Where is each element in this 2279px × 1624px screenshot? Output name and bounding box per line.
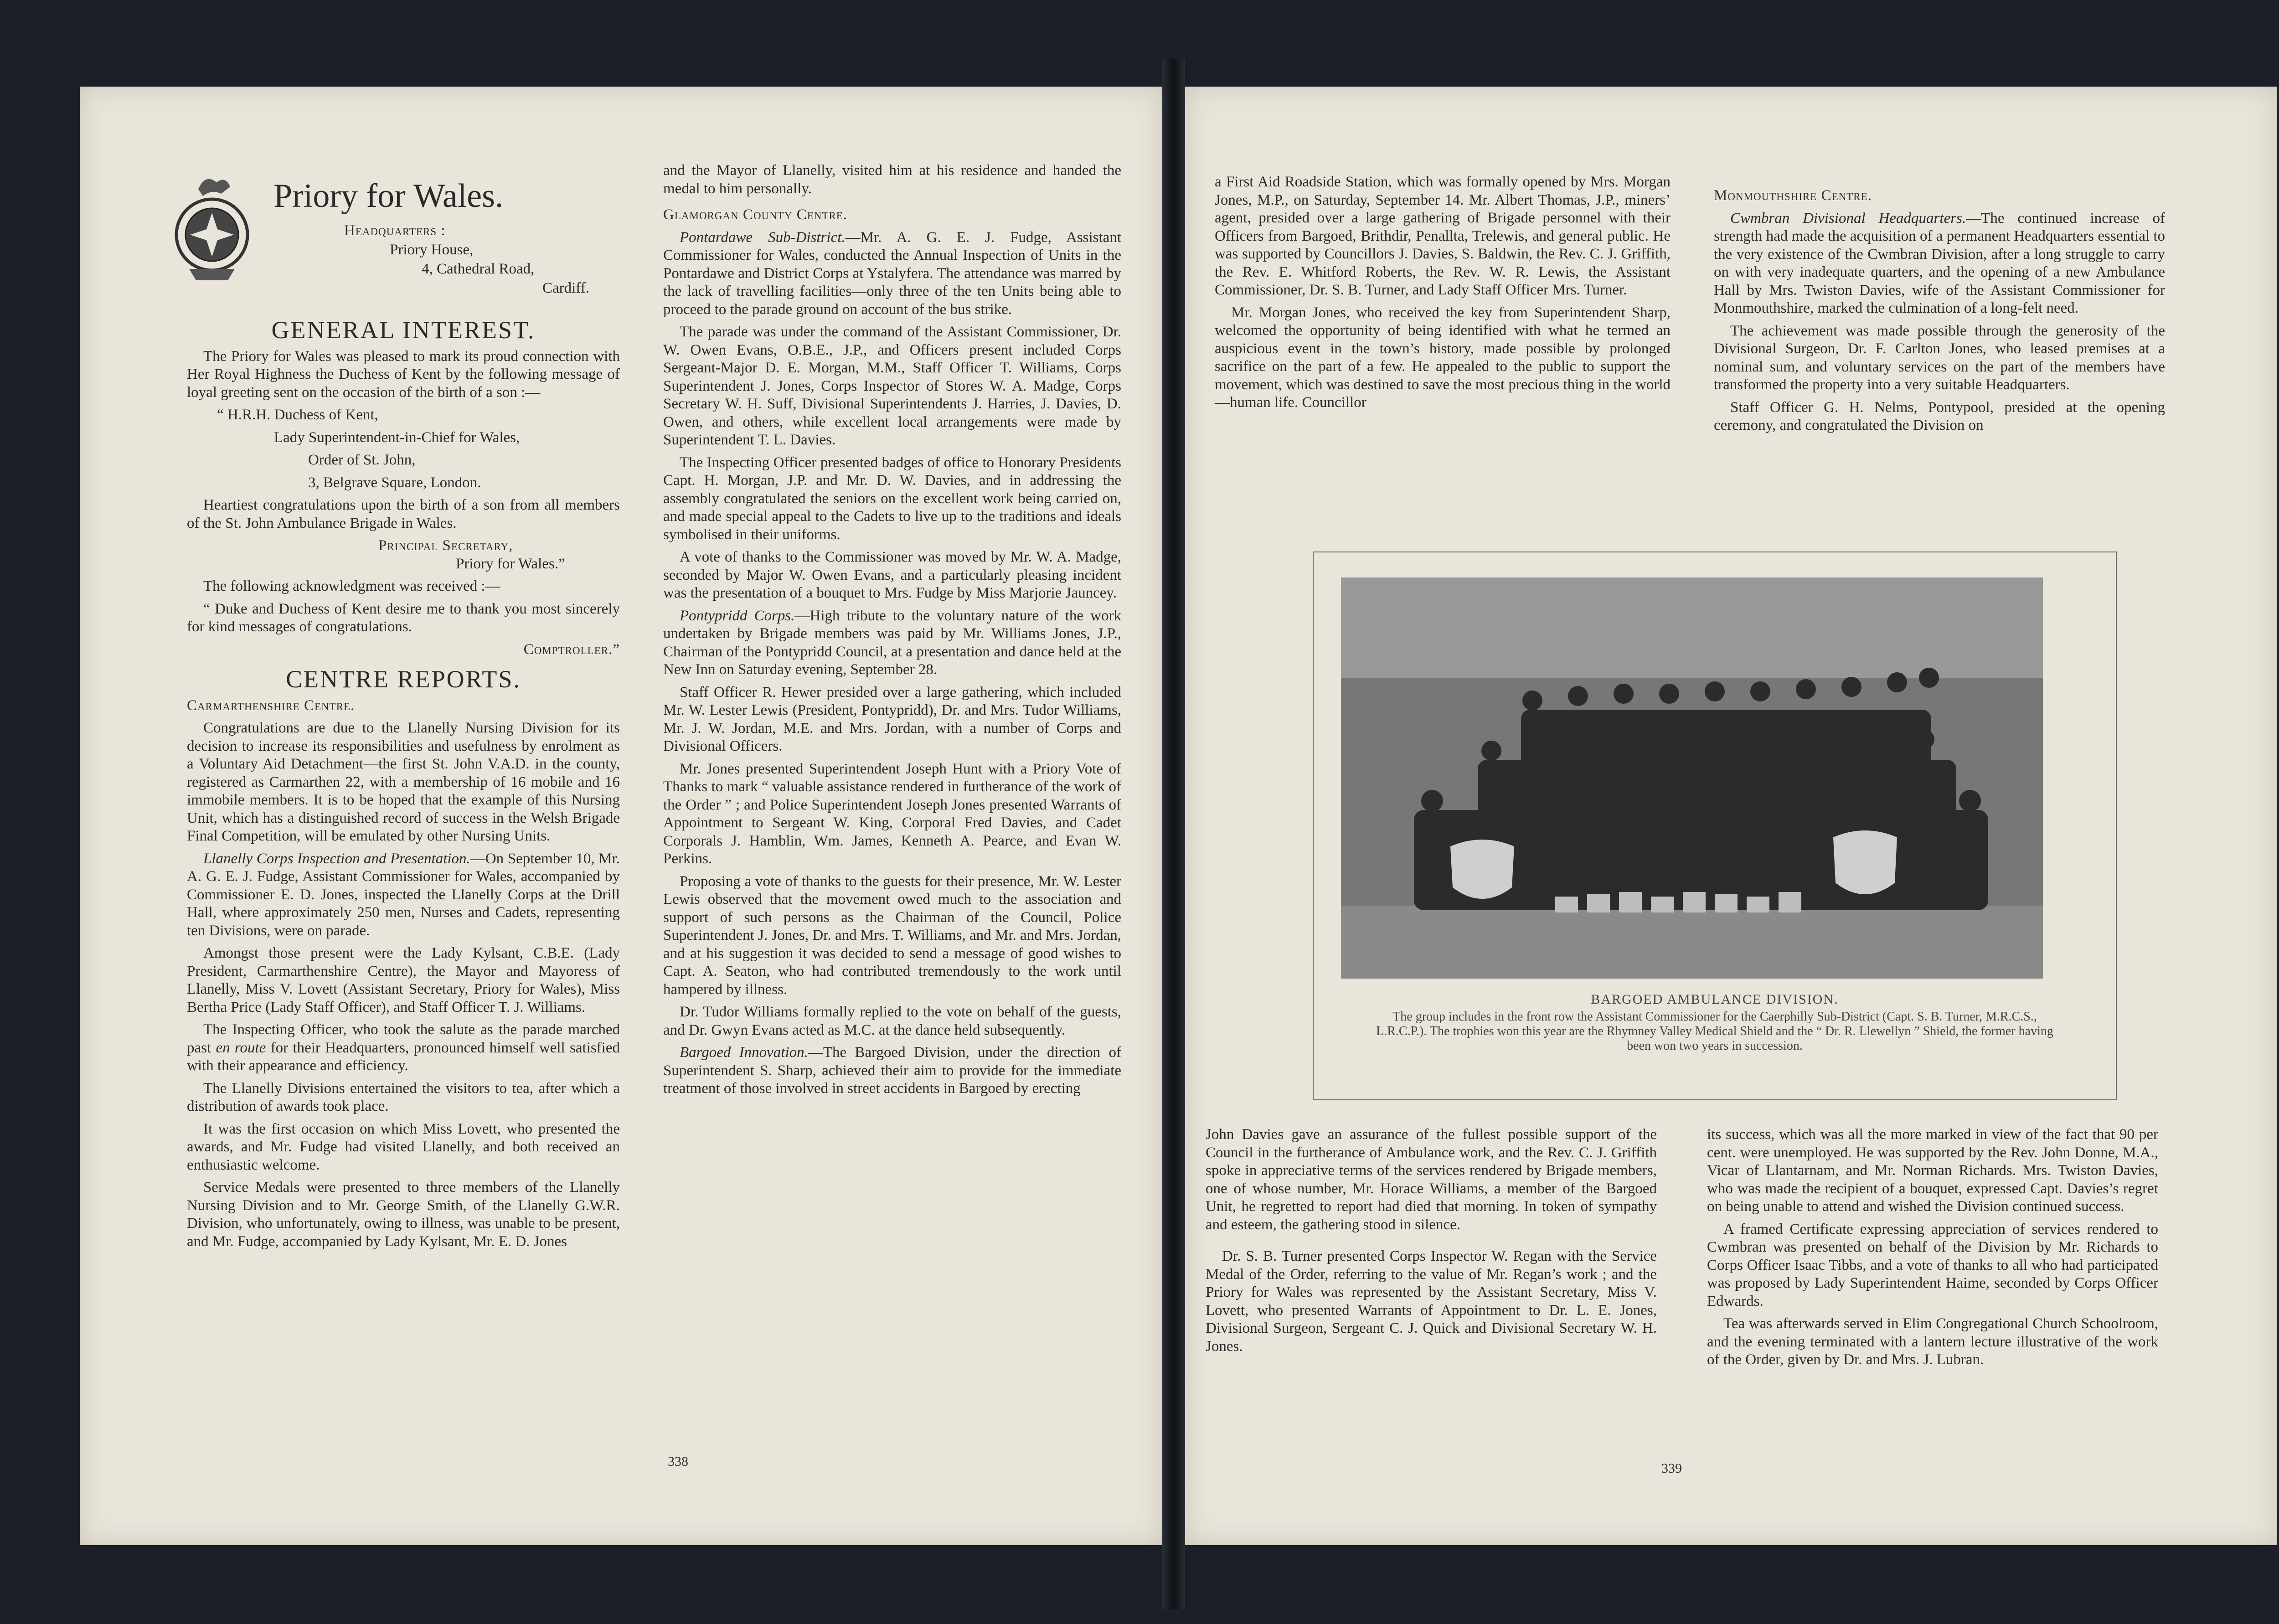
headquarters-line-1: Priory House, [390,242,474,258]
caption-text: The group includes in the front row the Assistant Commissioner for the Caerphilly Sub-District (Capt. S. B. Turner, M.R.C.S., L.R.C.P.). The trophies won this year are the Rhymney Valley Medical Shield and the “ Dr. R. Llewellyn ” Shield, the former having been won two years in succession. [1376,1010,2053,1053]
left-column-1 [187,171,620,1255]
paragraph: Amongst those present were the Lady Kylsant, C.B.E. (Lady President, Carmarthenshire Centre), the Mayor and Mayoress of Llanelly, Miss V. Lovett (Assistant Secretary, Priory for Wales), Miss Bertha Price (Lady Staff Officer), and Staff Officer T. J. Williams. [187,945,620,1016]
headquarters-line-3: Cardiff. [542,280,589,296]
paragraph-body: —High tribute to the voluntary nature of the work undertaken by Brigade members was paid by Mr. Williams Jones, J.P., Chairman of the Pontypridd Council, at a presentation and dance held at the New Inn on Saturday evening, September 28. [663,607,1121,678]
signature-line: Principal Secretary, [378,537,513,554]
address-line: 3, Belgrave Square, London. [308,474,481,491]
right-column-1-top [1215,173,1671,417]
left-column-2 [663,162,1121,1103]
signature-line: Comptroller.” [523,641,620,658]
paragraph: Tea was afterwards served in Elim Congregational Church Schoolroom, and the evening terminated with a lantern lecture illustrative of the work of the Order, given by Dr. and Mrs. J. Lubran. [1707,1315,2158,1368]
paragraph: Heartiest congratulations upon the birth of a son from all members of the St. John Ambulance Brigade in Wales. [187,497,620,531]
paragraph: The Llanelly Divisions entertained the visitors to tea, after which a distribution of awards took place. [187,1080,620,1114]
right-column-1-bottom [1206,1126,1657,1360]
subsection-heading: Monmouthshire Centre. [1714,187,1872,204]
section-heading-centre-reports: CENTRE REPORTS. [286,665,521,693]
paragraph [1714,210,2165,318]
paragraph-body: for their Headquarters, pronounced himself well satisfied with their appearance and efficiency. [187,1039,620,1074]
paragraph-em: en route [216,1039,266,1056]
paragraph [187,1021,620,1075]
paragraph [663,229,1121,319]
subsection-heading: Glamorgan County Centre. [663,206,848,223]
book-gutter [1162,59,1185,1609]
address-line: “ H.R.H. Duchess of Kent, [217,407,378,423]
paragraph: It was the first occasion on which Miss Lovett, who presented the awards, and Mr. Fudge had visited Llanelly, and both received an enthusiastic welcome. [187,1120,620,1173]
paragraph: The Inspecting Officer presented badges of office to Honorary Presidents Capt. H. Morgan, J.P. and Mr. D. W. Davies, and in addressing the assembly congratulated the seniors on the excellent work being carried on, and made special appeal to the Cadets to live up to the traditions and ideals symbolised in their uniforms. [663,454,1121,543]
paragraph: John Davies gave an assurance of the fullest possible support of the Council in the furtherance of Ambulance work, and the Rev. C. J. Griffith spoke in appreciative terms of the services rendered by Brigade members, one of whose number, Mr. Horace Williams, a member of the Bargoed Unit, he regretted to report had died that morning. In token of sympathy and esteem, the gathering stood in silence. [1206,1126,1657,1233]
paragraph-lead: Pontardawe Sub-District. [680,229,846,246]
paragraph: Dr. Tudor Williams formally replied to the vote on behalf of the guests, and Dr. Gwyn Evans acted as M.C. at the dance held subsequently. [663,1004,1121,1038]
paragraph: Mr. Jones presented Superintendent Joseph Hunt with a Priory Vote of Thanks to mark “ valuable assistance rendered in furtherance of the work of the Order ” ; and Police Superintendent Joseph Jones presented Warrants of Appointment to Sergeant W. King, Corporal Fred Davies, and Cadet Corporals J. Hamblin, Wm. James, Kenneth A. Pearce, and Evan W. Perkins. [663,760,1121,867]
paragraph-lead: Cwmbran Divisional Headquarters. [1730,210,1966,227]
paragraph: and the Mayor of Llanelly, visited him at his residence and handed the medal to him personally. [663,162,1121,197]
page-title: Priory for Wales. [273,177,504,215]
paragraph-lead: Bargoed Innovation. [680,1044,808,1061]
paragraph: Staff Officer R. Hewer presided over a large gathering, which included Mr. W. Lester Lewis (President, Pontypridd), Dr. and Mrs. Tudor Williams, Mr. J. W. Jordan, M.E. and Mrs. Jordan, with a number of Corps and Divisional Officers. [663,684,1121,754]
st-john-crest-icon [166,171,258,285]
paragraph: A framed Certificate expressing appreciation of services rendered to Cwmbran was presented on behalf of the Division by Mr. Richards to Corps Officer Isaac Tibbs, and a vote of thanks to all who had participated was proposed by Lady Superintendent Haime, seconded by Corps Officer Edwards. [1707,1221,2158,1310]
section-heading-general-interest: GENERAL INTEREST. [271,316,536,344]
page-number-left: 338 [668,1454,688,1469]
paragraph-body: The Inspecting Officer, who took the salute as the parade marched past [187,1021,620,1056]
paragraph-lead: Pontypridd Corps. [680,607,795,624]
address-line: Lady Superintendent-in-Chief for Wales, [274,429,520,446]
paragraph: Service Medals were presented to three members of the Llanelly Nursing Division and to Mr. George Smith, of the Llanelly G.W.R. Division, who unfortunately, owing to illness, was unable to be present, and Mr. Fudge, accompanied by Lady Kylsant, Mr. E. D. Jones [187,1179,620,1250]
paragraph: Staff Officer G. H. Nelms, Pontypool, presided at the opening ceremony, and congratulated the Division on [1714,399,2165,433]
paragraph-body: —The continued increase of strength had made the acquisition of a permanent Headquarters essential to the very existence of the Cwmbran Division, after a long struggle to carry on with very inadequate quarters, and the opening of a new Ambulance Hall by Mrs. Twiston Davies, wife of the Assistant Commissioner for Monmouthshire, marked the culmination of a long-felt need. [1714,210,2166,316]
right-column-2-top [1714,187,2165,439]
paragraph: its success, which was all the more marked in view of the fact that 90 per cent. were unemployed. He was supported by the Rev. John Donne, M.A., Vicar of Llantarnam, and Mr. Norman Richards. Mrs. Twiston Davies, who was made the recipient of a bouquet, expressed Capt. Davies’s regret on being unable to attend and wished the Division continued success. [1707,1126,2158,1215]
paragraph-body: —On September 10, Mr. A. G. E. J. Fudge, Assistant Commissioner for Wales, accompanied by Commissioner E. D. Jones, inspected the Llanelly Corps at the Drill Hall, where approximately 250 men, Nurses and Cadets, representing ten Divisions, were on parade. [187,850,620,939]
paragraph: a First Aid Roadside Station, which was formally opened by Mrs. Morgan Jones, M.P., on Saturday, September 14. Mr. Albert Thomas, J.P., miners’ agent, presided over a large gathering of Brigade personnel with their Officers from Bargoed, Brithdir, Penallta, Trelewis, and general public. He was supported by Councillors J. Davies, S. Baldwin, the Rev. C. J. Griffith, the Rev. E. Whitford Roberts, the Rev. W. R. Lewis, the Assistant Commissioner, Dr. S. B. Turner, and Lady Staff Officer Mrs. Turner. [1215,174,1671,298]
paragraph-body: —Mr. A. G. E. J. Fudge, Assistant Commissioner for Wales, conducted the Annual Inspection of Units in the Pontardawe and District Corps at Ystalyfera. The attendance was marred by the lack of travelling facilities—only three of the ten Units being able to proceed to the parade ground on account of the bus strike. [663,229,1121,318]
paragraph: The achievement was made possible through the generosity of the Divisional Surgeon, Dr. F. Carlton Jones, who leased premises at a nominal sum, and voluntary services on the part of the members have transformed the property into a very suitable Headquarters. [1714,322,2165,393]
paragraph: Dr. S. B. Turner presented Corps Inspector W. Regan with the Service Medal of the Order, referring to the value of Mr. Regan’s work ; and the Priory for Wales was represented by the Assistant Secretary, Miss V. Lovett, who presented Warrants of Appointment to Dr. L. E. Jones, Divisional Surgeon, Sergeant C. J. Quick and Divisional Secretary W. H. Jones. [1206,1248,1657,1355]
address-line: Order of St. John, [308,452,416,468]
headquarters-line-2: 4, Cathedral Road, [422,261,535,277]
paragraph: The parade was under the command of the Assistant Commissioner, Dr. W. Owen Evans, O.B.E., J.P., and Officers present included Corps Sergeant-Major D. E. Morgan, M.M., Staff Officer T. Williams, Corps Superintendent J. Jones, Corps Inspector of Stores W. A. Madge, Corps Secretary W. H. Suff, Divisional Superintendents J. Harries, J. Davies, D. Owen, and others, while excellent local arrangements were made by Superintendent T. L. Davies. [663,324,1121,448]
paragraph-body: —The Bargoed Division, under the direction of Superintendent S. Sharp, achieved their aim to provide for the immediate treatment of those involved in street accidents in Bargoed by erecting [663,1044,1121,1097]
paragraph-lead: Llanelly Corps Inspection and Presentation. [203,850,470,867]
caption-title: BARGOED AMBULANCE DIVISION. [1591,992,1839,1007]
subsection-heading: Carmarthenshire Centre. [187,697,355,714]
page-number-right: 339 [1661,1461,1682,1476]
paragraph: The following acknowledgment was received :— [203,578,500,594]
signature-line: Priory for Wales.” [456,555,565,572]
paragraph: A vote of thanks to the Commissioner was moved by Mr. W. A. Madge, seconded by Major W. Owen Evans, and a particularly pleasing incident was the presentation of a bouquet to Mrs. Fudge by Miss Marjorie Jauncey. [663,549,1121,601]
paragraph: Mr. Morgan Jones, who received the key from Superintendent Sharp, welcomed the opportunity of being identified with what he termed an auspicious event in the town’s history, made possible by prolonged sacrifice on the part of a few. He appealed to the public to support the movement, which was destined to save the most precious thing in the world—human life. Councillor [1215,304,1671,411]
paragraph [663,607,1121,679]
paragraph: The Priory for Wales was pleased to mark its proud connection with Her Royal Highness the Duchess of Kent by the following message of loyal greeting sent on the occasion of the birth of a son :— [187,348,620,401]
group-photograph-image [1341,577,2043,979]
paragraph [187,850,620,940]
headquarters-label: Headquarters : [344,222,446,239]
priory-header [187,171,620,321]
paragraph: Proposing a vote of thanks to the guests for their presence, Mr. W. Lester Lewis observed that the movement owed much to the association and support of such persons as the Chairman of the Council, Police Superintendent J. Jones, Dr. and Mrs. T. Williams, and Mr. and Mrs. Jordan, and at his suggestion it was decided to send a message of good wishes to Capt. A. Seaton, who had contributed tremendously to the work until hampered by illness. [663,873,1121,998]
paragraph: Congratulations are due to the Llanelly Nursing Division for its decision to increase its responsibilities and usefulness by enrolment as a Voluntary Aid Detachment—the first St. John V.A.D. in the county, registered as Carmarthen 22, with a membership of 16 mobile and 16 immobile members. It is to be hoped that the example of this Nursing Unit, which has a distinguished record of success in the Welsh Brigade Final Competition, will be emulated by other Nursing Units. [187,720,620,844]
paragraph: “ Duke and Duchess of Kent desire me to thank you most sincerely for kind messages of congratulations. [187,600,620,635]
photo-caption [1341,992,2088,1053]
photo-frame [1313,552,2117,1100]
paragraph [663,1044,1121,1098]
group-photograph [1341,577,2043,979]
right-column-2-bottom [1707,1126,2158,1374]
